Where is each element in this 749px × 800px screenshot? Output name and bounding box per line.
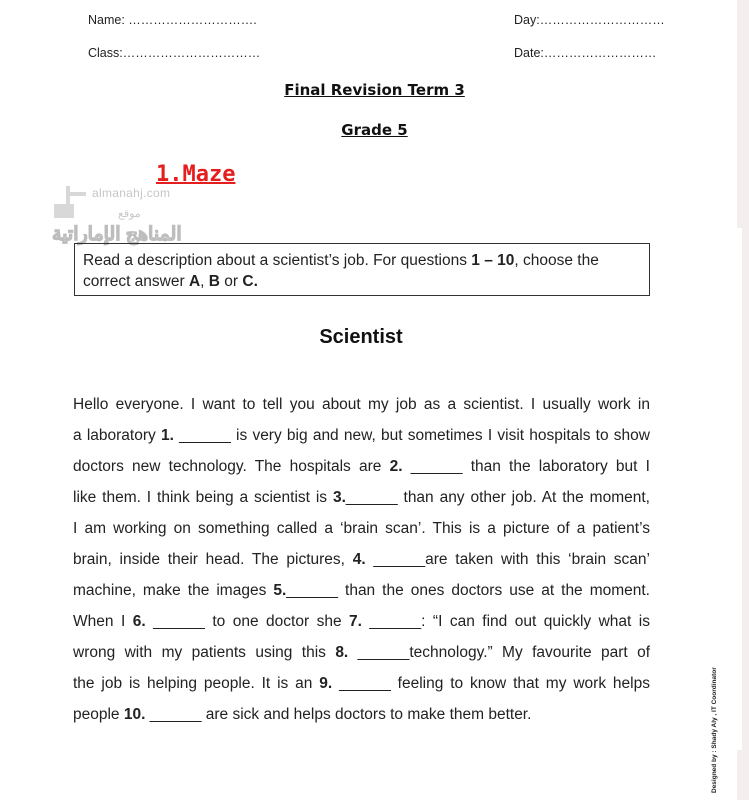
passage-line [73,644,650,662]
passage-text: a laboratory [73,427,161,444]
passage-line [73,706,650,724]
passage-text: ______ than the laboratory but I [402,458,650,475]
almanahj-logo-icon [54,186,88,222]
option-a-label: A [188,273,201,290]
question-number: 7. [349,613,362,630]
passage-text: ______technology.” My favourite part of [348,644,651,661]
passage-line [73,613,650,631]
passage-title: Scientist [319,326,403,348]
question-number: 1. [160,427,174,444]
question-number: 3. [332,489,346,506]
passage-text: brain, inside their head. The pictures, [73,551,353,568]
passage-text: Hello everyone. I want to tell you about my job as a scientist. I usually work in [73,396,650,413]
passage-text: ______ than the ones doctors use at the moment. [286,582,650,599]
passage-text: When I [73,613,133,630]
question-number: 5. [273,582,287,599]
option-b-label: B [208,273,220,290]
passage-line [73,427,650,445]
class-field-label: Class:…………………………… [88,46,261,60]
passage-text: like them. I think being a scientist is [73,489,333,506]
watermark-arabic-large: المناهج الإماراتية [52,224,182,245]
passage-line [73,520,650,538]
passage-text: wrong with my patients using this [73,644,336,661]
passage-text: ______ is very big and new, but sometimes I visit hospitals to show [173,427,650,444]
question-number: 2. [389,458,403,475]
passage-text: the job is helping people. It is an [73,675,320,692]
question-number: 9. [319,675,333,692]
passage-text: ______: “I can find out quickly what is [361,613,650,630]
passage-line [73,675,650,693]
passage-text: ______ feeling to know that my work helps [332,675,650,692]
day-field-label: Day:………………………… [514,13,665,27]
question-number: 8. [335,644,349,661]
passage-text: ______ to one doctor she [145,613,350,630]
watermark-arabic-small: موقع [118,208,141,220]
passage-text: I am working on something called a ‘brain scan’. This is a picture of a patient’s [73,520,650,537]
instructions-comma: , [200,273,209,290]
question-number: 4. [352,551,366,568]
passage-text: people [73,706,124,723]
passage-text: ______ than any other job. At the moment, [345,489,650,506]
passage-line [73,396,650,414]
grade-title: Grade 5 [341,121,408,139]
watermark-site-text: almanahj.com [92,186,171,200]
designer-credit: Designed by : Shady Aly , IT Coordinator [711,667,718,793]
passage-line [73,458,650,476]
question-range: 1 – 10 [471,252,515,269]
date-field-label: Date:……………………… [514,46,657,60]
passage-text: ______ are sick and helps doctors to make them better. [145,706,532,723]
instructions-or: or [219,273,243,290]
revision-title: Final Revision Term 3 [284,81,465,99]
instructions-box [74,243,650,296]
passage-line [73,489,650,507]
passage-line [73,582,650,600]
name-field-label: Name: …………………………. [88,13,257,27]
passage-line [73,551,650,569]
question-number: 6. [132,613,146,630]
passage-text: ______are taken with this ‘brain scan’ [365,551,650,568]
instructions-text: Read a description about a scientist’s job. For questions [83,252,472,269]
instructions-text-2: , choose the correct answer [83,252,599,290]
passage-text: doctors new technology. The hospitals are [73,458,390,475]
option-c-label: C. [242,273,258,290]
question-number: 10. [123,706,146,723]
passage-text: machine, make the images [73,582,274,599]
section-heading-maze: 1.Maze [156,162,236,187]
